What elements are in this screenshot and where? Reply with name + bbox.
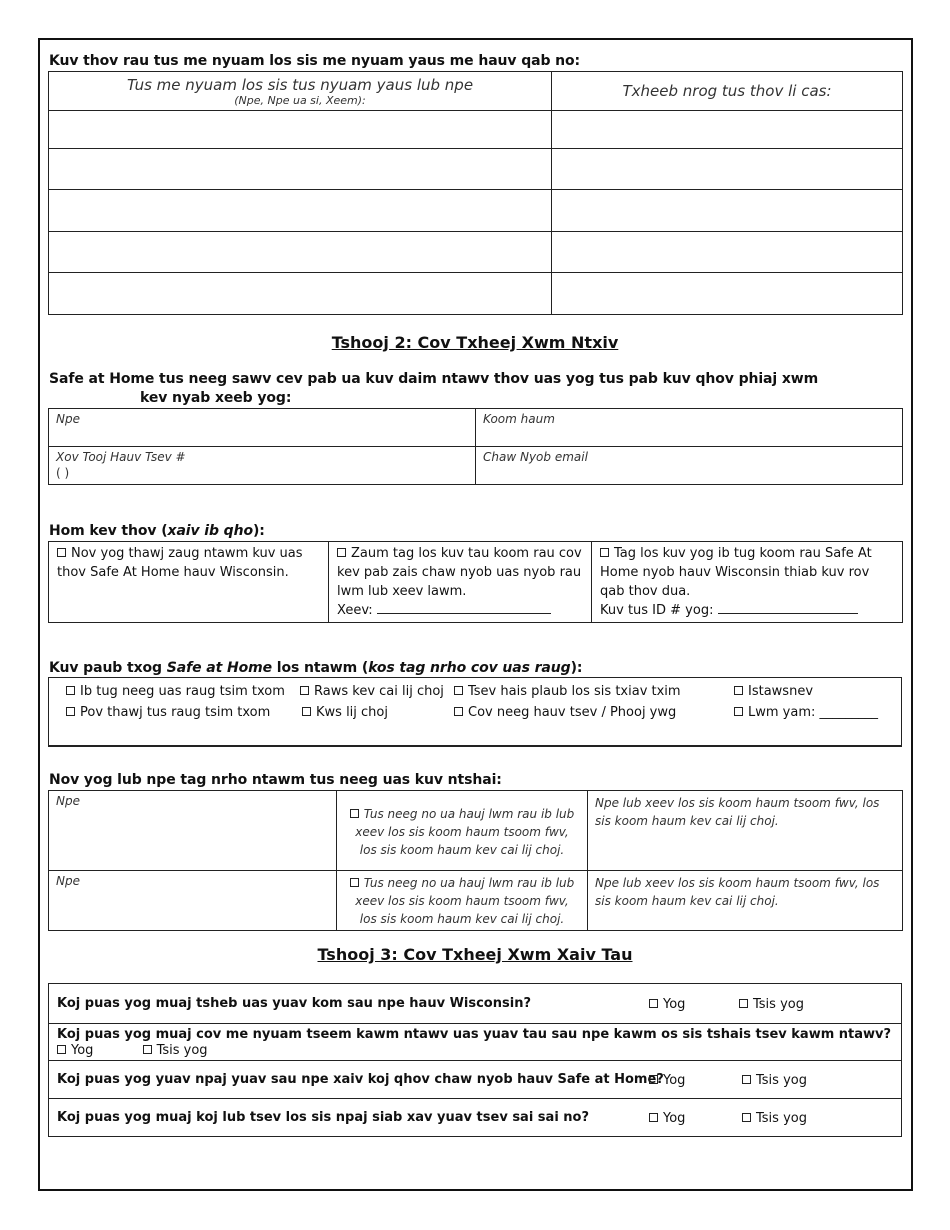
feared-person-checkbox-1[interactable] (350, 809, 359, 818)
learn-heading-prefix: Kuv paub txog (49, 660, 167, 676)
question-school-text: Koj puas yog muaj cov me nyuam tseem kawm ntawv uas yuav tau sau npe kawm os sis tshais tsev kawm ntawv? (57, 1027, 892, 1042)
school-no-checkbox[interactable] (143, 1045, 152, 1054)
advocate-agency-field[interactable] (476, 409, 903, 447)
vehicle-no-checkbox[interactable] (739, 999, 748, 1008)
request-option-reapply[interactable] (592, 542, 903, 623)
request-option-2-state-label: Xeev: (337, 603, 373, 618)
state-input-line[interactable] (377, 602, 551, 614)
learn-checkbox-5[interactable] (66, 707, 75, 716)
feared-person-name-field-1[interactable] (49, 791, 337, 871)
advocate-email-field[interactable] (476, 447, 903, 485)
id-input-line[interactable] (718, 602, 858, 614)
advocate-table (48, 408, 903, 485)
question-home-no[interactable] (742, 1111, 807, 1126)
question-vehicle-yes[interactable] (649, 997, 685, 1012)
advocate-name-field[interactable] (49, 409, 476, 447)
section-3-title: Tshooj 3: Cov Txheej Xwm Xaiv Tau (317, 945, 633, 964)
child-name-cell-5[interactable] (49, 273, 552, 315)
voter-yes-label: Yog (663, 1073, 686, 1088)
feared-person-check-text-2: Tus neeg no ua hauj lwm rau ib lub xeev los sis koom haum tsoom fwv, los sis koom haum kev cai lij choj. (355, 876, 575, 926)
relationship-cell-2[interactable] (552, 149, 903, 190)
feared-person-checkbox-2[interactable] (350, 878, 359, 887)
advocate-phone-field[interactable] (49, 447, 476, 485)
learn-checkbox-7[interactable] (454, 707, 463, 716)
advocate-name-label: Npe (56, 412, 80, 426)
feared-person-agency-name-2[interactable] (588, 871, 903, 931)
advocate-heading-line2: kev nyab xeeb yog: (140, 390, 292, 406)
home-no-checkbox[interactable] (742, 1113, 751, 1122)
voter-yes-checkbox[interactable] (649, 1075, 658, 1084)
learn-checkbox-4[interactable] (734, 686, 743, 695)
learn-heading-suffix: ): (570, 660, 583, 676)
learn-checkbox-3[interactable] (454, 686, 463, 695)
request-option-other-state[interactable] (329, 542, 592, 623)
learn-option-8-text: Lwm yam: _________ (748, 705, 879, 720)
first-time-checkbox[interactable] (57, 548, 66, 557)
school-no-label: Tsis yog (156, 1043, 208, 1058)
feared-person-agency-check-1[interactable] (337, 791, 588, 871)
learn-about-heading (49, 660, 582, 676)
feared-person-name-field-2[interactable] (49, 871, 337, 931)
section-2-title: Tshooj 2: Cov Txheej Xwm Ntxiv (331, 333, 619, 352)
child-name-header-title: Tus me nyuam los sis tus nyuam yaus lub npe (126, 75, 474, 94)
learn-option-other[interactable] (734, 705, 878, 720)
home-yes-label: Yog (663, 1111, 686, 1126)
vehicle-no-label: Tsis yog (753, 997, 804, 1012)
feared-person-agency-text-2: Npe lub xeev los sis koom haum tsoom fwv, los sis koom haum kev cai lij choj. (595, 876, 880, 908)
learn-option-7-text: Cov neeg hauv tsev / Phooj ywg (468, 705, 677, 720)
question-voter-text: Koj puas yog yuav npaj yuav sau npe xaiv koj qhov chaw nyob hauv Safe at Home? (57, 1072, 664, 1087)
question-home-text: Koj puas yog muaj koj lub tsev los sis npaj siab xav yuav tsev sai sai no? (57, 1110, 590, 1125)
child-name-header-sub: (Npe, Npe ua si, Xeem) (234, 93, 363, 107)
school-yes-checkbox[interactable] (57, 1045, 66, 1054)
learn-option-5-text: Pov thawj tus raug tsim txom (80, 705, 271, 720)
learn-heading-program: Safe at Home (166, 660, 272, 676)
question-voter-no[interactable] (742, 1073, 807, 1088)
learn-option-victim[interactable] (66, 684, 285, 699)
learn-about-box (48, 677, 902, 747)
question-vehicle-no[interactable] (739, 997, 804, 1012)
vehicle-yes-label: Yog (663, 997, 686, 1012)
children-table (48, 71, 903, 315)
learn-checkbox-2[interactable] (300, 686, 309, 695)
child-name-header-colon: : (362, 93, 366, 107)
question-home-row (49, 1099, 902, 1137)
home-no-label: Tsis yog (756, 1111, 807, 1126)
learn-option-2-text: Raws kev cai lij choj (314, 684, 444, 699)
feared-person-agency-name-1[interactable] (588, 791, 903, 871)
learn-checkbox-8[interactable] (734, 707, 743, 716)
learn-option-attorney[interactable] (302, 705, 388, 720)
child-name-cell-4[interactable] (49, 232, 552, 273)
home-yes-checkbox[interactable] (649, 1113, 658, 1122)
learn-option-victim-advocate[interactable] (66, 705, 270, 720)
request-heading-suffix: ): (253, 523, 265, 539)
feared-person-agency-check-2[interactable] (337, 871, 588, 931)
child-name-cell-1[interactable] (49, 111, 552, 149)
learn-option-court[interactable] (454, 684, 681, 699)
request-heading-prefix: Hom kev thov ( (49, 523, 168, 539)
learn-checkbox-6[interactable] (302, 707, 311, 716)
advocate-heading-line1: Safe at Home tus neeg sawv cev pab ua kuv daim ntawv thov uas yog tus pab kuv qhov phiaj xwm (49, 371, 819, 387)
request-heading-italic: xaiv ib qho (167, 523, 253, 539)
learn-option-3-text: Tsev hais plaub los sis txiav txim (468, 684, 681, 699)
optional-questions-table (48, 983, 902, 1137)
relationship-column-header: Txheeb nrog tus thov li cas: (552, 72, 903, 111)
request-option-3-id-label: Kuv tus ID # yog: (600, 603, 714, 618)
learn-heading-mid: los ntawm ( (271, 660, 369, 676)
advocate-phone-label: Xov Tooj Hauv Tsev # (56, 450, 186, 464)
feared-person-table (48, 790, 903, 931)
child-name-cell-2[interactable] (49, 149, 552, 190)
learn-option-1-text: Ib tug neeg uas raug tsim txom (80, 684, 285, 699)
relationship-cell-4[interactable] (552, 232, 903, 273)
advocate-phone-parens: ( ) (56, 466, 70, 480)
relationship-cell-5[interactable] (552, 273, 903, 315)
request-option-2-text: Zaum tag los kuv tau koom rau cov kev pab zais chaw nyob uas nyob rau lwm lub xeev lawm. (337, 546, 582, 599)
request-option-1-text: Nov yog thawj zaug ntawm kuv uas thov Safe At Home hauv Wisconsin. (57, 546, 303, 580)
learn-option-internet[interactable] (734, 684, 813, 699)
question-school-row (49, 1024, 902, 1061)
voter-no-label: Tsis yog (756, 1073, 807, 1088)
learn-option-4-text: Istawsnev (748, 684, 814, 699)
feared-person-name-label-1: Npe (56, 794, 80, 808)
feared-person-check-text-1: Tus neeg no ua hauj lwm rau ib lub xeev los sis koom haum tsoom fwv, los sis koom haum kev cai lij choj. (355, 807, 575, 857)
relationship-cell-3[interactable] (552, 190, 903, 232)
request-option-first-time[interactable] (49, 542, 329, 623)
question-vehicle-row (49, 984, 902, 1024)
relationship-cell-1[interactable] (552, 111, 903, 149)
reapply-checkbox[interactable] (600, 548, 609, 557)
school-yes-label: Yog (71, 1043, 94, 1058)
child-name-cell-3[interactable] (49, 190, 552, 232)
advocate-email-label: Chaw Nyob email (483, 450, 588, 464)
learn-option-6-text: Kws lij choj (316, 705, 388, 720)
question-voter-row (49, 1061, 902, 1099)
request-option-3-text: Tag los kuv yog ib tug koom rau Safe At Home nyob hauv Wisconsin thiab kuv rov qab thov dua. (600, 546, 872, 599)
question-school-no[interactable] (143, 1043, 208, 1058)
feared-person-agency-text-1: Npe lub xeev los sis koom haum tsoom fwv, los sis koom haum kev cai lij choj. (595, 796, 880, 828)
voter-no-checkbox[interactable] (742, 1075, 751, 1084)
question-vehicle-text: Koj puas yog muaj tsheb uas yuav kom sau npe hauv Wisconsin? (57, 996, 531, 1011)
advocate-agency-label: Koom haum (483, 412, 555, 426)
question-school-yes[interactable] (57, 1043, 93, 1058)
other-state-checkbox[interactable] (337, 548, 346, 557)
request-type-table (48, 541, 903, 623)
children-heading: Kuv thov rau tus me nyuam los sis me nyuam yaus me hauv qab no: (49, 53, 581, 69)
learn-option-law-enforcement[interactable] (300, 684, 444, 699)
question-home-yes[interactable] (649, 1111, 685, 1126)
feared-person-name-label-2: Npe (56, 874, 80, 888)
question-voter-yes[interactable] (649, 1073, 685, 1088)
vehicle-yes-checkbox[interactable] (649, 999, 658, 1008)
learn-option-family-friend[interactable] (454, 705, 676, 720)
child-name-column-header (49, 72, 552, 111)
learn-checkbox-1[interactable] (66, 686, 75, 695)
request-type-heading (49, 523, 265, 539)
learn-heading-instruction: kos tag nrho cov uas raug (368, 660, 571, 676)
feared-person-heading: Nov yog lub npe tag nrho ntawm tus neeg uas kuv ntshai: (49, 772, 502, 788)
